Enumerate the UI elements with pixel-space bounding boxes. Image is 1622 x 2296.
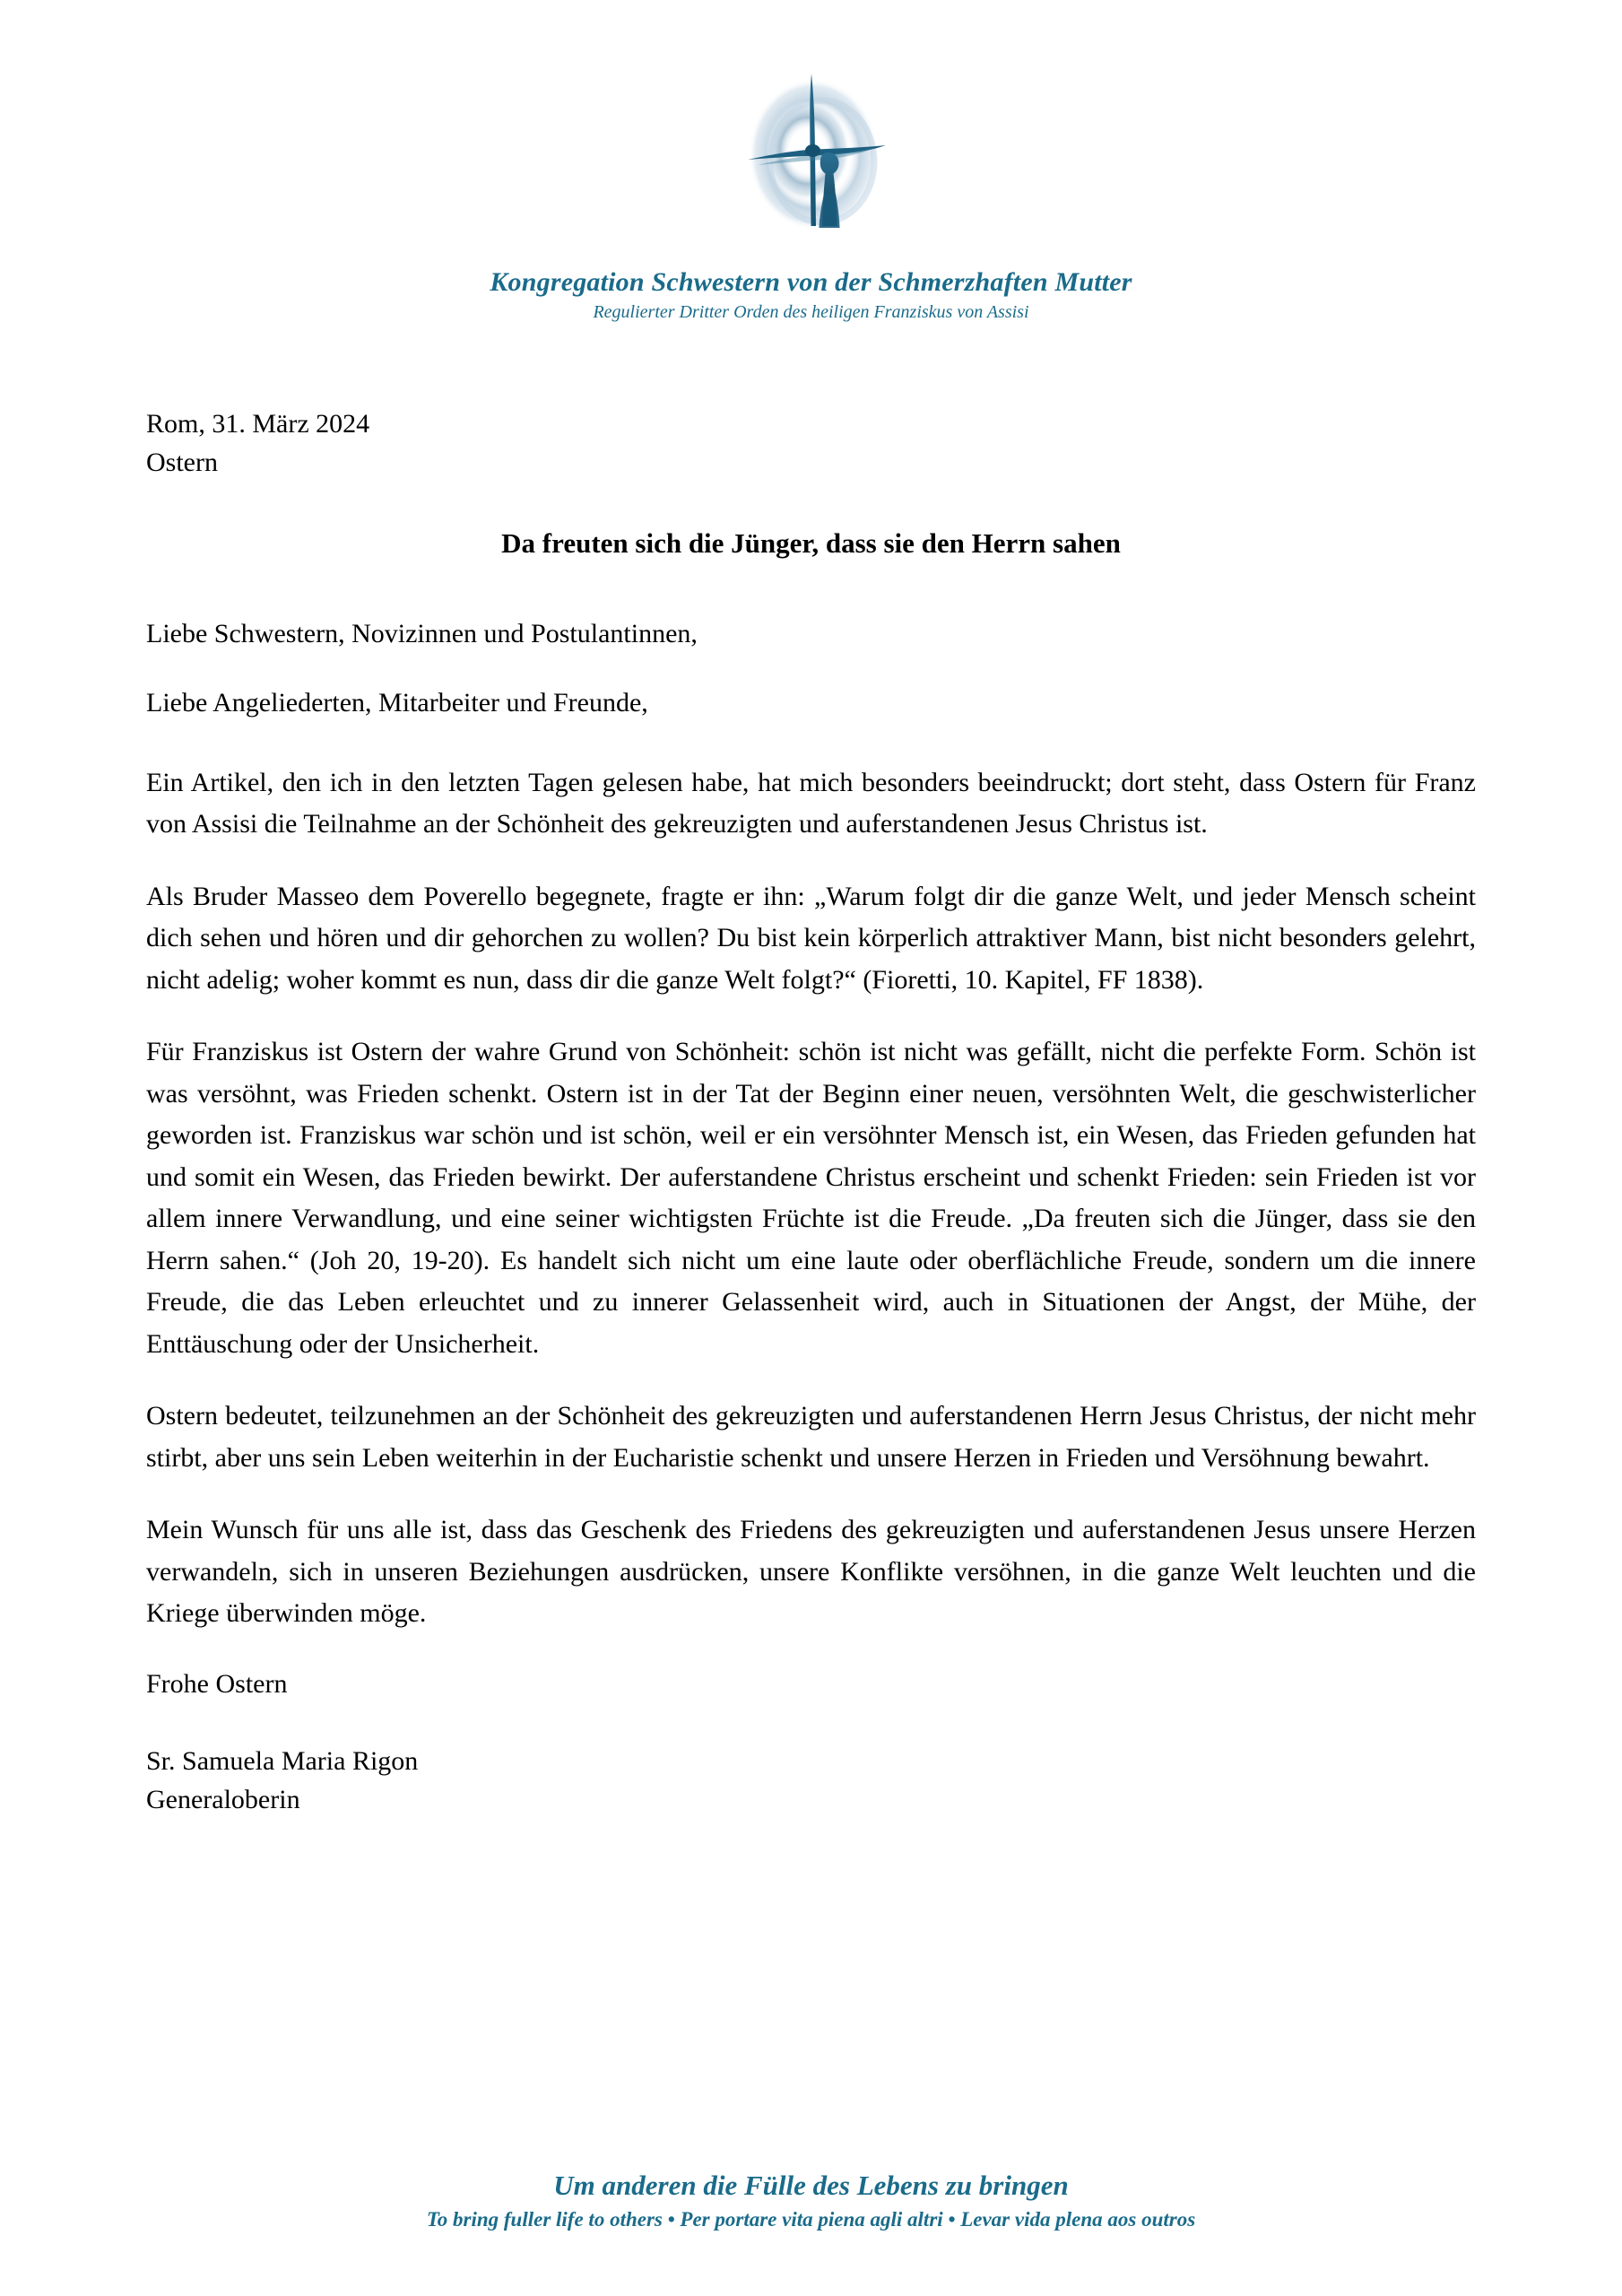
letter-paragraph: Für Franziskus ist Ostern der wahre Grund von Schönheit: schön ist nicht was gefällt, nicht die perfekte Form. Schön ist was versöhnt, was Frieden schenkt. Ostern ist in der Tat der Beginn einer neuen, versöhnten Welt, die geschwisterlicher geworden ist. Franziskus war schön und ist schön, weil er ein versöhnter Mensch ist, ein Wesen, das Frieden gefunden hat und somit ein Wesen, das Frieden bewirkt. Der auferstandene Christus erscheint und schenkt Frieden: sein Frieden ist vor allem innere Verwandlung, und eine seiner wichtigsten Früchte ist die Freude. „Da freuten sich die Jünger, dass sie den Herrn sahen.“ (Joh 20, 19-20). Es handelt sich nicht um eine laute oder oberflächliche Freude, sondern um die innere Freude, die das Leben erleuchtet und zu innerer Gelassenheit wird, auch in Situationen der Angst, der Mühe, der Enttäuschung oder der Unsicherheit. bbox=[146, 1037, 1476, 1359]
place-and-date: Rom, 31. März 2024 bbox=[146, 409, 370, 439]
cross-and-figure-emblem-icon bbox=[704, 41, 919, 257]
letter-paragraph: Als Bruder Masseo dem Poverello begegnete, fragte er ihn: „Warum folgt dir die ganze Welt, und jeder Mensch scheint dich sehen und hören und dir gehorchen zu wollen? Du bist kein körperlich attraktiver Mann, bist nicht besonders gelehrt, nicht adelig; woher kommt es nun, dass dir die ganze Welt folgt?“ (Fioretti, 10. Kapitel, FF 1838). bbox=[146, 881, 1476, 995]
signature-name: Sr. Samuela Maria Rigon bbox=[146, 1746, 419, 1777]
dateline bbox=[146, 405, 1476, 482]
letter-paragraph: Mein Wunsch für uns alle ist, dass das Geschenk des Friedens des gekreuzigten und auferstandenen Jesus unsere Herzen verwandeln, sich in unseren Beziehungen ausdrücken, unsere Konflikte versöhnen, in die ganze Welt leuchten und die Kriege überwinden möge. bbox=[146, 1515, 1476, 1629]
footer-motto-multilingual: To bring fuller life to others • Per portare vita piena agli altri • Levar vida plena aos outros bbox=[426, 2208, 1196, 2231]
letter-title: Da freuten sich die Jünger, dass sie den Herrn sahen bbox=[501, 527, 1121, 560]
salutation-line-2: Liebe Angeliederten, Mitarbeiter und Freunde, bbox=[146, 688, 648, 718]
congregation-logo bbox=[704, 41, 919, 257]
organization-subtitle: Regulierter Dritter Orden des heiligen Franziskus von Assisi bbox=[593, 302, 1029, 322]
letter-paragraph: Ostern bedeutet, teilzunehmen an der Schönheit des gekreuzigten und auferstandenen Herrn Jesus Christus, der nicht mehr stirbt, aber uns sein Leben weiterhin in der Eucharistie schenkt und unsere Herzen in Frieden und Versöhnung bewahrt. bbox=[146, 1401, 1476, 1473]
organization-name: Kongregation Schwestern von der Schmerzhaften Mutter bbox=[490, 267, 1132, 297]
occasion: Ostern bbox=[146, 447, 218, 477]
signature-role: Generaloberin bbox=[146, 1784, 300, 1814]
footer-motto-german: Um anderen die Fülle des Lebens zu bringen bbox=[553, 2170, 1069, 2201]
letter-paragraph: Ein Artikel, den ich in den letzten Tagen gelesen habe, hat mich besonders beeindruckt; dort steht, dass Ostern für Franz von Assisi die Teilnahme an der Schönheit des gekreuzigten und auferstandenen Jesus Christus ist. bbox=[146, 767, 1476, 839]
signature-block bbox=[146, 1743, 1476, 1819]
salutation-line-1: Liebe Schwestern, Novizinnen und Postulantinnen, bbox=[146, 619, 698, 649]
letterhead bbox=[0, 0, 1622, 323]
closing-greeting: Frohe Ostern bbox=[146, 1668, 288, 1699]
letter-body bbox=[146, 405, 1476, 1819]
page-footer bbox=[0, 2170, 1622, 2231]
